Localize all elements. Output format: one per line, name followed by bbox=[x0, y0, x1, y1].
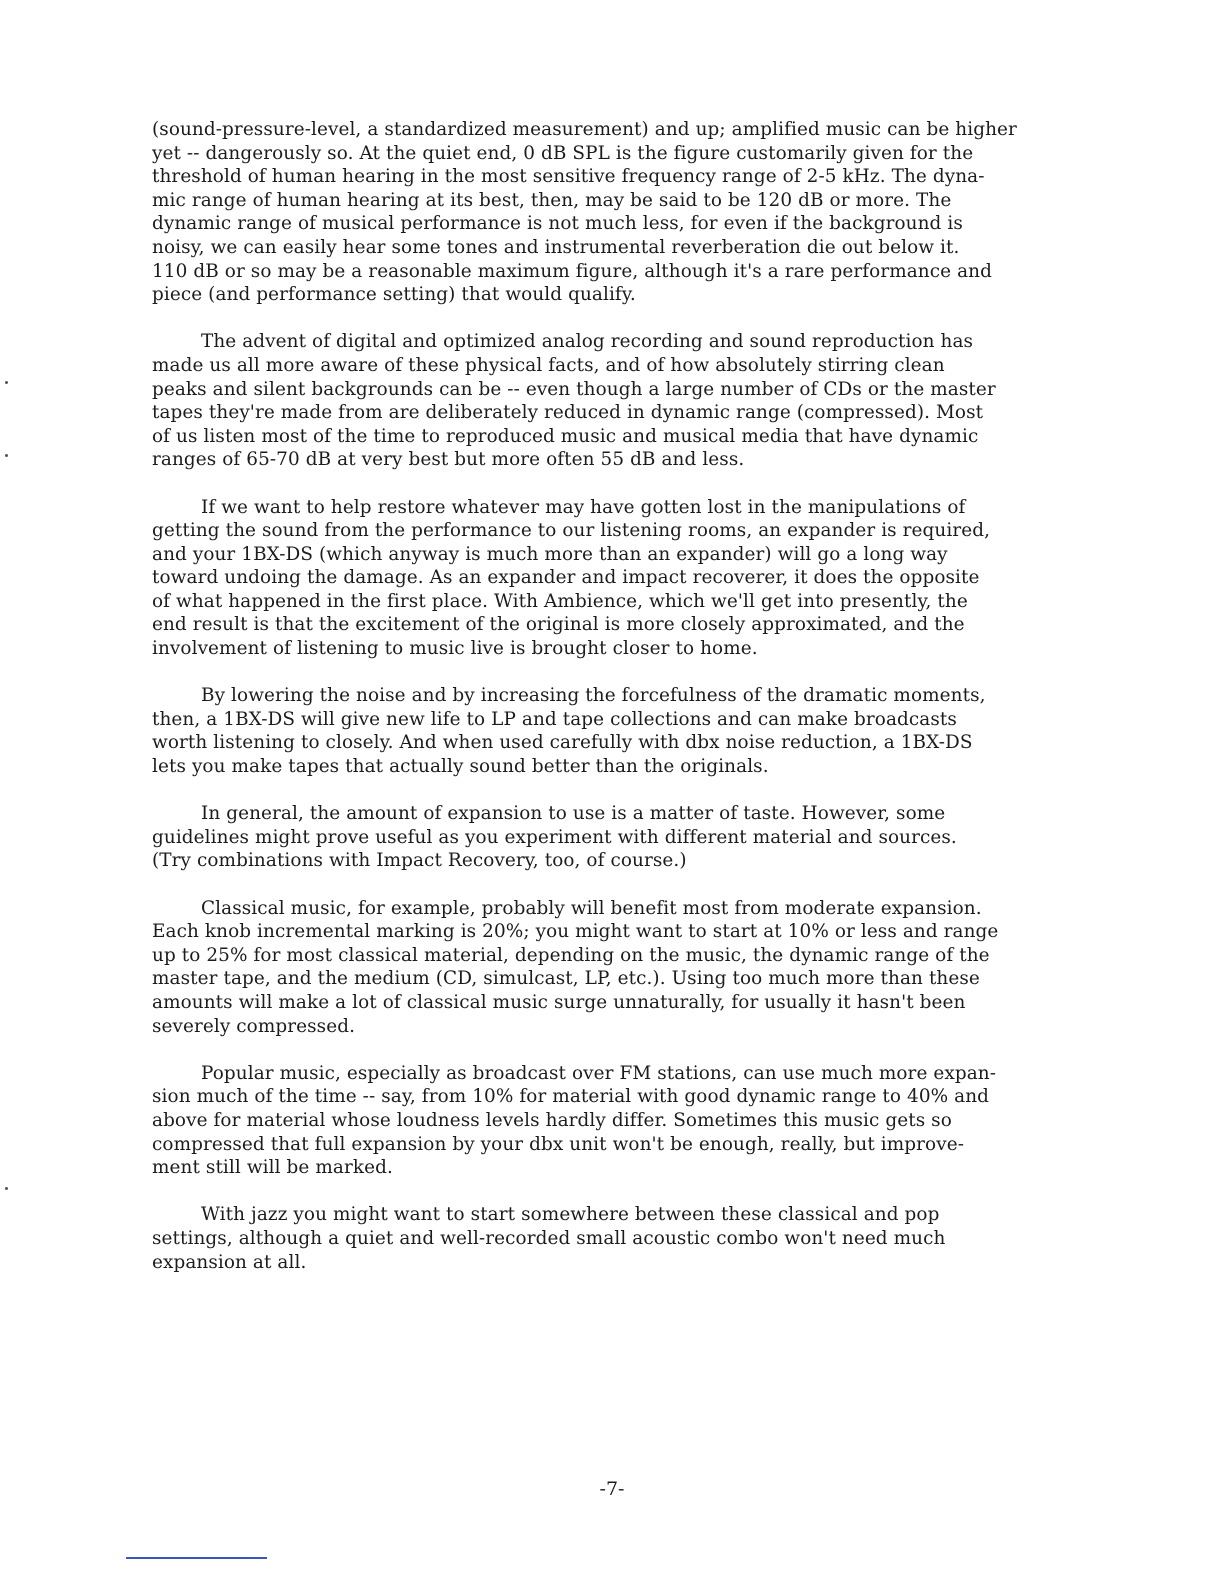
text-line: noisy, we can easily hear some tones and instrumental reverberation die out below it. bbox=[152, 236, 960, 258]
paragraph bbox=[152, 496, 1092, 661]
text-line: guidelines might prove useful as you experiment with different material and sources. bbox=[152, 826, 957, 848]
paragraph bbox=[152, 1203, 1092, 1274]
text-line: yet -- dangerously so. At the quiet end, 0 dB SPL is the figure customarily given for the bbox=[152, 142, 974, 164]
text-line: toward undoing the damage. As an expander and impact recoverer, it does the opposite bbox=[152, 567, 980, 589]
text-line: master tape, and the medium (CD, simulcast, LP, etc.). Using too much more than these bbox=[152, 968, 980, 990]
text-line: threshold of human hearing in the most sensitive frequency range of 2-5 kHz. The dyna- bbox=[152, 166, 985, 188]
text-line: lets you make tapes that actually sound better than the originals. bbox=[152, 756, 769, 778]
text-line: expansion at all. bbox=[152, 1251, 307, 1273]
text-line: worth listening to closely. And when used carefully with dbx noise reduction, a 1BX-DS bbox=[152, 732, 973, 754]
text-line: With jazz you might want to start somewhere between these classical and pop bbox=[201, 1204, 940, 1226]
text-line: mic range of human hearing at its best, then, may be said to be 120 dB or more. The bbox=[152, 189, 952, 211]
text-line: involvement of listening to music live is brought closer to home. bbox=[152, 638, 758, 660]
text-line: then, a 1BX-DS will give new life to LP and tape collections and can make broadcasts bbox=[152, 708, 957, 730]
text-line: piece (and performance setting) that would qualify. bbox=[152, 284, 636, 306]
paragraph bbox=[152, 897, 1092, 1039]
text-line: end result is that the excitement of the original is more closely approximated, and the bbox=[152, 614, 965, 636]
text-line: severely compressed. bbox=[152, 1015, 356, 1037]
scan-speck bbox=[5, 381, 8, 384]
text-line: Classical music, for example, probably will benefit most from moderate expansion. bbox=[201, 897, 982, 919]
paragraph bbox=[152, 1062, 1092, 1180]
text-line: (sound-pressure-level, a standardized measurement) and up; amplified music can be higher bbox=[152, 119, 1017, 140]
text-line: compressed that full expansion by your dbx unit won't be enough, really, but improve- bbox=[152, 1133, 965, 1155]
paragraph bbox=[152, 118, 1092, 307]
text-line: and your 1BX-DS (which anyway is much more than an expander) will go a long way bbox=[152, 543, 948, 565]
text-line: tapes they're made from are deliberately reduced in dynamic range (compressed). Most bbox=[152, 402, 984, 424]
text-line: peaks and silent backgrounds can be -- even though a large number of CDs or the master bbox=[152, 378, 996, 400]
text-line: up to 25% for most classical material, depending on the music, the dynamic range of the bbox=[152, 944, 990, 966]
text-line: In general, the amount of expansion to use is a matter of taste. However, some bbox=[201, 803, 946, 825]
paragraph bbox=[152, 684, 1092, 778]
text-line: 110 dB or so may be a reasonable maximum figure, although it's a rare performance and bbox=[152, 260, 992, 282]
scan-speck bbox=[5, 1187, 8, 1190]
text-line: of what happened in the first place. With Ambience, which we'll get into presently, the bbox=[152, 590, 968, 612]
page-number: -7- bbox=[599, 1478, 625, 1500]
text-line: If we want to help restore whatever may have gotten lost in the manipulations of bbox=[201, 496, 966, 518]
text-line: settings, although a quiet and well-recorded small acoustic combo won't need much bbox=[152, 1227, 946, 1249]
text-line: By lowering the noise and by increasing the forcefulness of the dramatic moments, bbox=[201, 685, 986, 707]
text-line: ranges of 65-70 dB at very best but more often 55 dB and less. bbox=[152, 449, 745, 471]
text-line: getting the sound from the performance to our listening rooms, an expander is required, bbox=[152, 520, 991, 542]
text-line: above for material whose loudness levels hardly differ. Sometimes this music gets so bbox=[152, 1109, 952, 1131]
paragraph bbox=[152, 330, 1092, 472]
text-line: amounts will make a lot of classical music surge unnaturally, for usually it hasn't been bbox=[152, 991, 966, 1013]
body-text bbox=[152, 118, 1092, 1298]
text-line: (Try combinations with Impact Recovery, too, of course.) bbox=[152, 850, 687, 872]
text-line: Each knob incremental marking is 20%; you might want to start at 10% or less and range bbox=[152, 921, 999, 943]
text-line: sion much of the time -- say, from 10% for material with good dynamic range to 40% and bbox=[152, 1086, 990, 1108]
text-line: made us all more aware of these physical facts, and of how absolutely stirring clean bbox=[152, 354, 945, 376]
scan-speck bbox=[5, 454, 8, 457]
text-line: ment still will be marked. bbox=[152, 1157, 393, 1179]
text-line: dynamic range of musical performance is not much less, for even if the background is bbox=[152, 213, 963, 235]
text-line: The advent of digital and optimized analog recording and sound reproduction has bbox=[201, 331, 974, 353]
text-line: of us listen most of the time to reproduced music and musical media that have dynamic bbox=[152, 425, 979, 447]
text-line: Popular music, especially as broadcast over FM stations, can use much more expan- bbox=[201, 1062, 997, 1084]
footnote-rule bbox=[126, 1557, 267, 1559]
paragraph bbox=[152, 802, 1092, 873]
